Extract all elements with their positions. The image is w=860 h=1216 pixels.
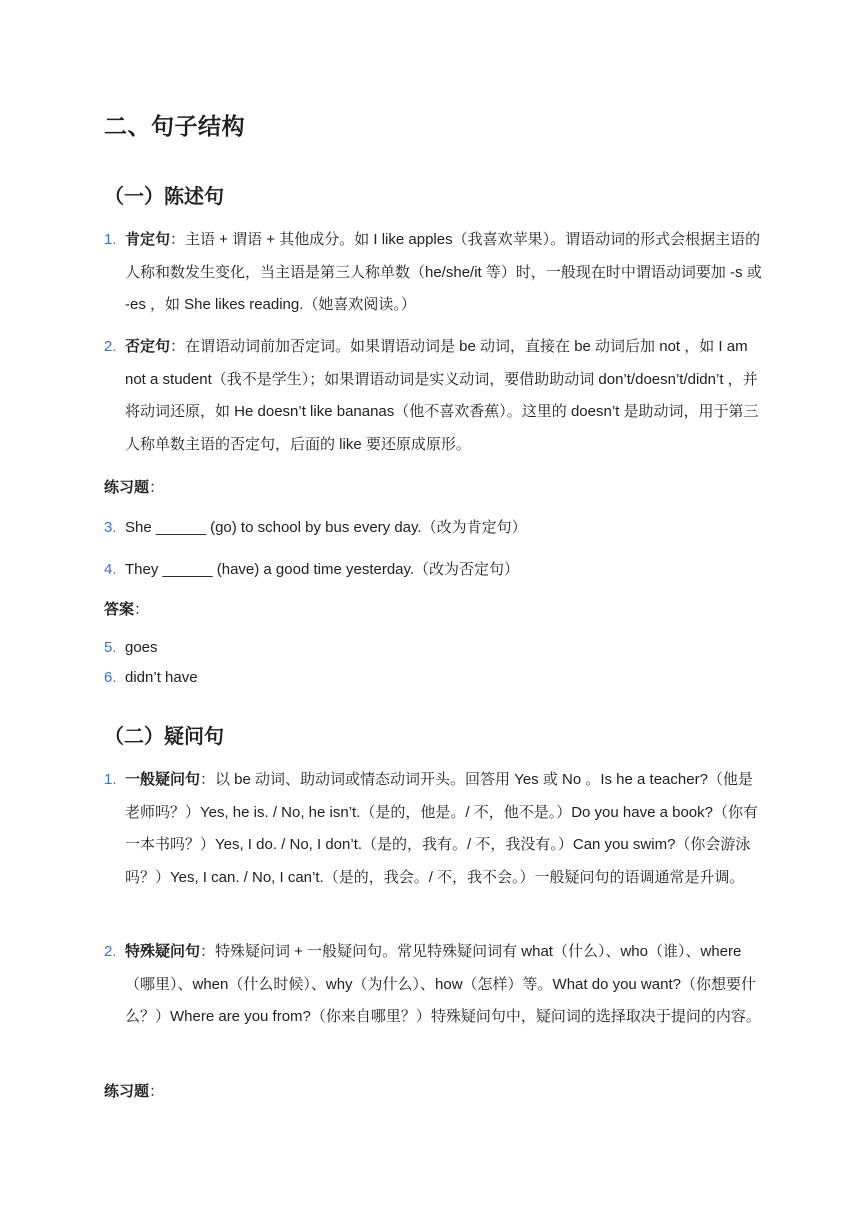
term-negative: 否定句 <box>125 338 171 355</box>
exercise-text: She ______ (go) to school by bus every day.（改为肯定句） <box>125 519 527 536</box>
list-item-text <box>125 224 764 322</box>
subsection-heading-questions: （二）疑问句 <box>104 726 224 748</box>
exercise-text: They ______ (have) a good time yesterday.（改为否定句） <box>125 561 520 578</box>
subsection-heading-statements: （一）陈述句 <box>104 186 224 208</box>
list-number: 6. <box>104 669 117 686</box>
item-body: ：以 be 动词、助动词或情态动词开头。回答用 Yes 或 No 。Is he a teacher?（他是老师吗？）Yes, he is. / No, he isn’t.（是的，他是。/ 不，他不是。）Do you have a book?（你有一本书吗？）Yes, I do. / No, I don’t.（是的，我有。/ 不，我没有。）Can you swim?（你会游泳吗？）Yes, I can. / No, I can’t.（是的，我会。/ 不，我不会。）一般疑问句的语调通常是升调。 <box>125 771 758 886</box>
item-body: ：主语 + 谓语 + 其他成分。如 I like apples（我喜欢苹果）。谓语动词的形式会根据主语的人称和数发生变化，当主语是第三人称单数（he/she/it 等）时，一般现在时中谓语动词要加 -s 或 -es ，如 She likes reading.（她喜欢阅读。） <box>125 231 762 313</box>
term-affirmative: 肯定句 <box>125 231 171 248</box>
list-item <box>104 224 764 322</box>
exercise-label: 练习题： <box>104 1083 165 1100</box>
list-number: 4. <box>104 561 117 578</box>
list-item <box>104 560 764 580</box>
term-wh-question: 特殊疑问句 <box>125 943 201 960</box>
list-item <box>104 936 764 1034</box>
list-item <box>104 518 764 538</box>
list-number: 2. <box>104 338 117 355</box>
list-number: 3. <box>104 519 117 536</box>
answer-label: 答案： <box>104 601 150 618</box>
list-number: 1. <box>104 231 117 248</box>
section-title: 二、句子结构 <box>104 113 245 139</box>
term-yes-no-question: 一般疑问句 <box>125 771 201 788</box>
list-item-text <box>125 764 764 894</box>
item-body: ：在谓语动词前加否定词。如果谓语动词是 be 动词，直接在 be 动词后加 not ，如 I am not a student（我不是学生）；如果谓语动词是实义动词，要借助助动词 don’t/doesn’t/didn’t ，并将动词还原，如 He doesn’t like bananas（他不喜欢香蕉）。这里的 doesn’t 是助动词，用于第三人称单数主语的否定句，后面的 like 要还原成原形。 <box>125 338 759 453</box>
list-number: 2. <box>104 943 117 960</box>
list-item-text <box>125 936 764 1034</box>
list-item <box>104 764 764 894</box>
list-number: 1. <box>104 771 117 788</box>
list-item <box>104 638 764 658</box>
list-item <box>104 331 764 461</box>
list-item <box>104 668 764 688</box>
list-item-text <box>125 331 764 461</box>
answer-text: goes <box>125 639 158 656</box>
item-body: ：特殊疑问词 + 一般疑问句。常见特殊疑问词有 what（什么）、who（谁）、where（哪里）、when（什么时候）、why（为什么）、how（怎样）等。What do you want?（你想要什么？）Where are you from?（你来自哪里？）特殊疑问句中，疑问词的选择取决于提问的内容。 <box>125 943 761 1025</box>
list-number: 5. <box>104 639 117 656</box>
exercise-label: 练习题： <box>104 479 165 496</box>
answer-text: didn’t have <box>125 669 198 686</box>
